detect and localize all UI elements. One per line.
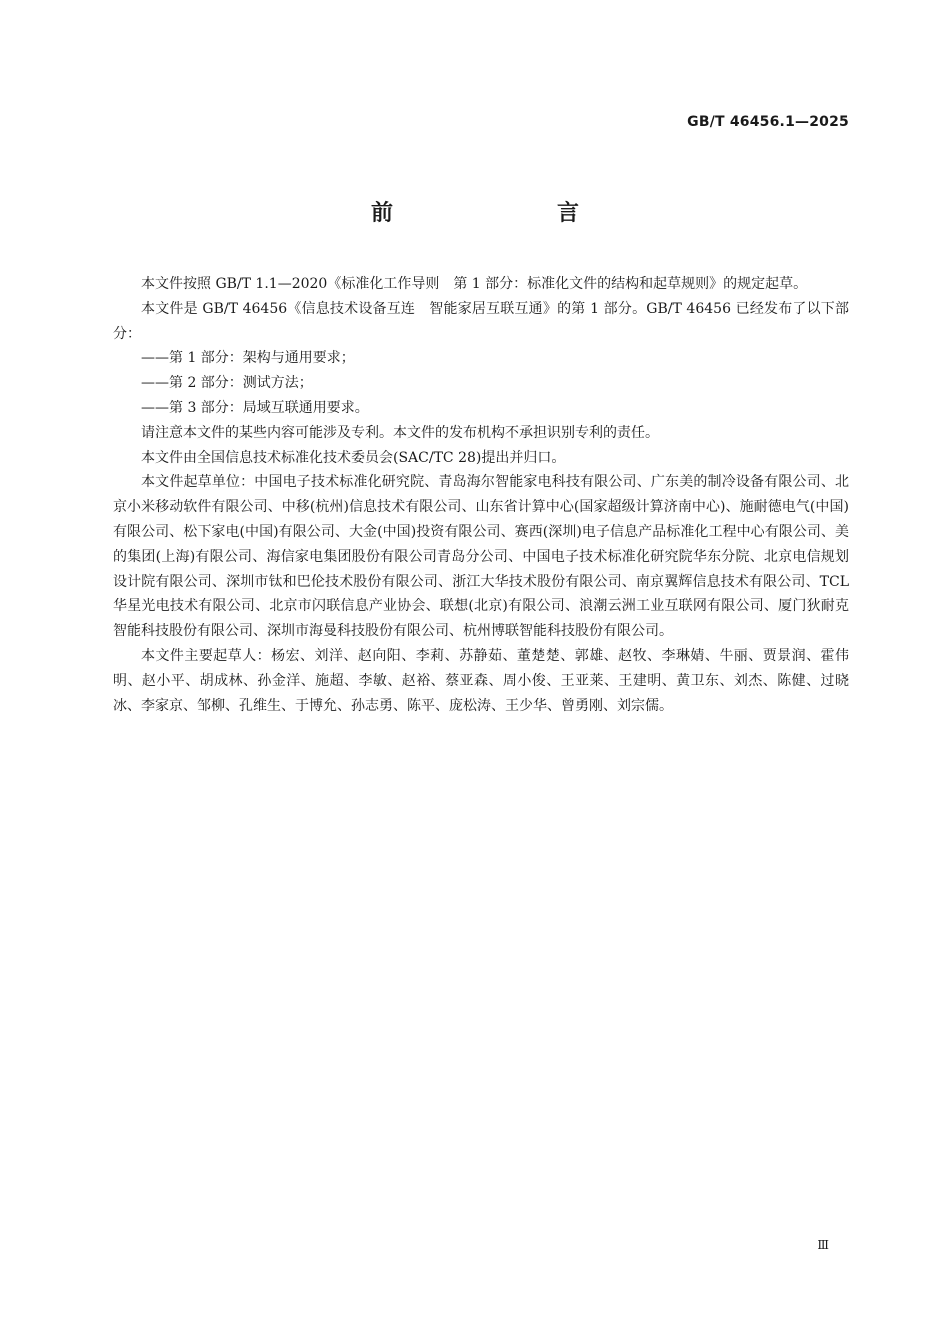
list-item-part-3: ——第 3 部分：局域互联通用要求。 <box>141 399 369 416</box>
paragraph-series-intro: 本文件是 GB/T 46456《信息技术设备互连 智能家居互联互通》的第 1 部分。GB/T 46456 已经发布了以下部分： <box>113 300 849 342</box>
paragraph-drafting-organizations: 本文件起草单位：中国电子技术标准化研究院、青岛海尔智能家电科技有限公司、广东美的制冷设备有限公司、北京小米移动软件有限公司、中移(杭州)信息技术有限公司、山东省计算中心(国家超级计算济南中心)、施耐德电气(中国)有限公司、松下家电(中国)有限公司、大金(中国)投资有限公司、赛西(深圳)电子信息产品标准化工程中心有限公司、美的集团(上海)有限公司、海信家电集团股份有限公司青岛分公司、中国电子技术标准化研究院华东分院、北京电信规划设计院有限公司、深圳市钛和巴伦技术股份有限公司、浙江大华技术股份有限公司、南京翼辉信息技术有限公司、TCL 华星光电技术有限公司、北京市闪联信息产业协会、联想(北京)有限公司、浪潮云洲工业互联网有限公司、厦门狄耐克智能科技股份有限公司、深圳市海曼科技股份有限公司、杭州博联智能科技股份有限公司。 <box>113 474 849 640</box>
paragraph-drafting-rules: 本文件按照 GB/T 1.1—2020《标准化工作导则 第 1 部分：标准化文件的结构和起草规则》的规定起草。 <box>141 276 808 292</box>
foreword-body <box>113 272 849 718</box>
list-item-part-1: ——第 1 部分：架构与通用要求； <box>141 350 355 367</box>
paragraph-drafters: 本文件主要起草人：杨宏、刘洋、赵向阳、李莉、苏静茹、董楚楚、郭雄、赵牧、李琳婧、牛丽、贾景润、霍伟明、赵小平、胡成林、孙金洋、施超、李敏、赵裕、蔡亚森、周小俊、王亚莱、王建明、黄卫东、刘杰、陈健、过晓冰、李家京、邹柳、孔维生、于博允、孙志勇、陈平、庞松涛、王少华、曾勇刚、刘宗儒。 <box>113 647 849 714</box>
page-number: Ⅲ <box>817 1238 829 1252</box>
paragraph-proposer: 本文件由全国信息技术标准化技术委员会(SAC/TC 28)提出并归口。 <box>141 449 566 466</box>
paragraph-patent-notice: 请注意本文件的某些内容可能涉及专利。本文件的发布机构不承担识别专利的责任。 <box>141 424 659 441</box>
standard-code: GB/T 46456.1—2025 <box>687 114 849 130</box>
page-title: 前 言 <box>370 201 619 226</box>
list-item-part-2: ——第 2 部分：测试方法； <box>141 375 313 392</box>
